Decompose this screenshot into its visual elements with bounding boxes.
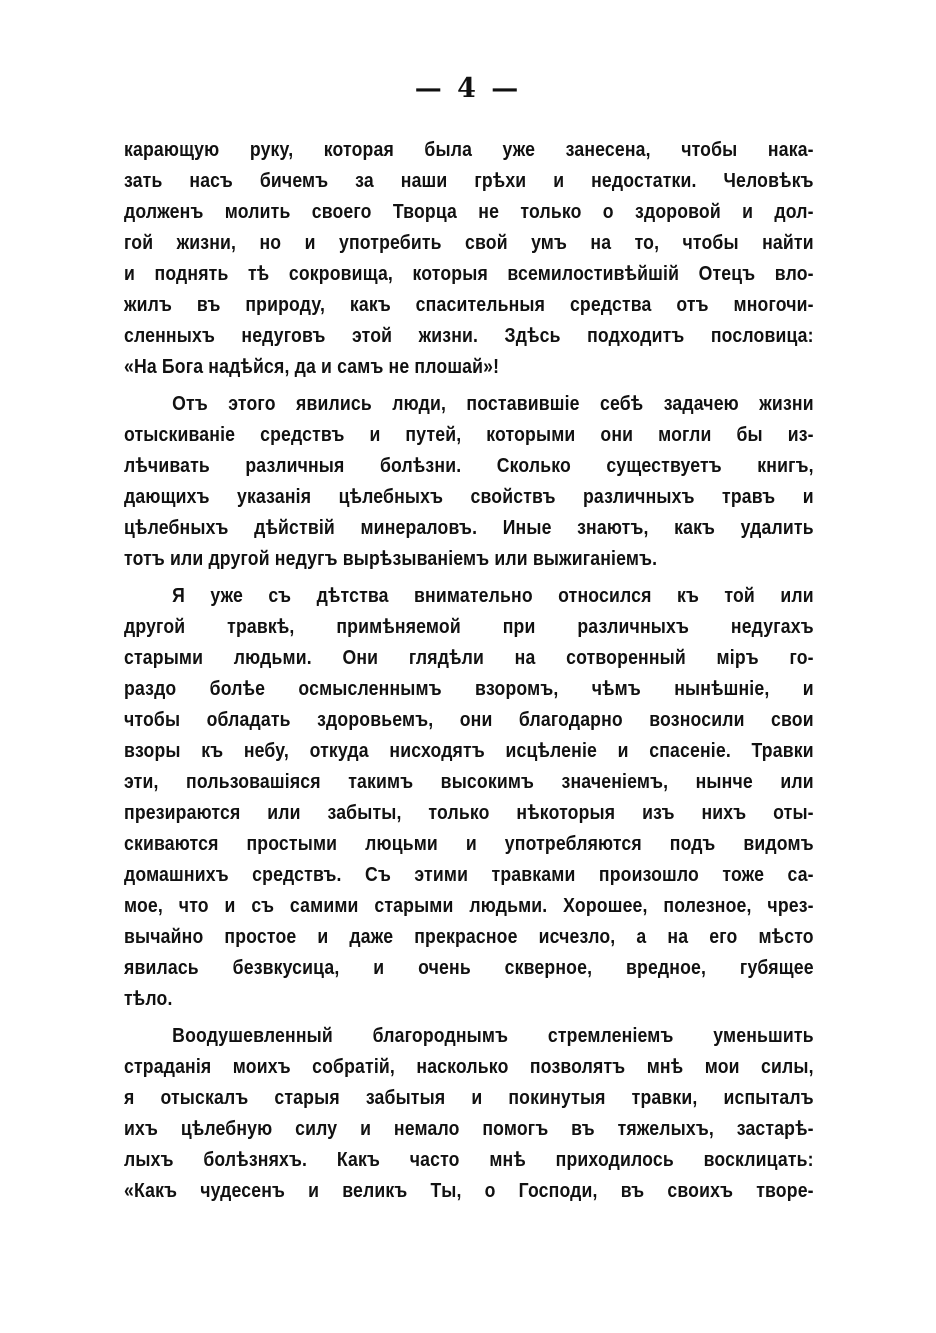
text-line: явилась безвкусица, и очень скверное, вредное, губящее <box>124 956 814 979</box>
text-line: лѣчивать различныя болѣзни. Сколько существуетъ книгъ, <box>124 454 814 477</box>
text-line: ихъ цѣлебную силу и немало помогъ въ тяжелыхъ, застарѣ- <box>124 1117 814 1140</box>
text-line: другой травкѣ, примѣняемой при различныхъ недугахъ <box>124 615 814 638</box>
text-line: сленныхъ недуговъ этой жизни. Здѣсь подходитъ пословица: <box>124 324 814 347</box>
text-line: «На Бога надѣйся, да и самъ не плошай»! <box>124 355 500 378</box>
text-line: «Какъ чудесенъ и великъ Ты, о Господи, въ своихъ творе- <box>124 1179 814 1202</box>
text-line: эти, пользовашiяся такимъ высокимъ значенiемъ, нынче или <box>124 770 814 793</box>
text-line: презираются или забыты, только нѣкоторыя изъ нихъ оты- <box>124 801 814 824</box>
text-line: я отыскалъ старыя забытыя и покинутыя травки, испыталъ <box>124 1086 814 1109</box>
text-line: и поднять тѣ сокровища, которыя всемилостивѣйшiй Отецъ вло- <box>124 262 814 285</box>
text-line: дающихъ указанiя цѣлебныхъ свойствъ различныхъ травъ и <box>124 485 814 508</box>
text-line: гой жизни, но и употребить свой умъ на то, чтобы найти <box>124 231 814 254</box>
paragraph-2 <box>124 388 814 574</box>
page-number: — 4 — <box>414 73 522 104</box>
text-line: цѣлебныхъ дѣйствiй минераловъ. Иные знаютъ, какъ удалить <box>124 516 814 539</box>
text-line: Отъ этого явились люди, поставившiе себѣ задачею жизни <box>172 392 814 415</box>
text-line: жилъ въ природу, какъ спасительныя средства отъ многочи- <box>124 293 814 316</box>
text-line: домашнихъ средствъ. Съ этими травками произошло тоже са- <box>124 863 814 886</box>
paragraph-4 <box>124 1020 814 1206</box>
text-line: долженъ молить своего Творца не только о здоровой и дол- <box>124 200 814 223</box>
text-line: отыскиванiе средствъ и путей, которыми они могли бы из- <box>124 423 814 446</box>
text-line: скиваются простыми люцьми и употребляются подъ видомъ <box>124 832 814 855</box>
text-line: чтобы обладать здоровьемъ, они благодарно возносили свои <box>124 708 814 731</box>
text-line: Воодушевленный благороднымъ стремленiемъ уменьшить <box>172 1024 814 1047</box>
text-line: страданiя моихъ собратiй, насколько позволятъ мнѣ мои силы, <box>124 1055 814 1078</box>
paragraph-1 <box>124 134 814 382</box>
text-line: мое, что и съ самими старыми людьми. Хорошее, полезное, чрез- <box>124 894 814 917</box>
text-line: взоры къ небу, откуда нисходятъ исцѣленiе и спасенiе. Травки <box>124 739 814 762</box>
text-line: карающую руку, которая была уже занесена, чтобы нака- <box>124 138 814 161</box>
body-text <box>124 134 814 1212</box>
text-line: раздо болѣе осмысленнымъ взоромъ, чѣмъ нынѣшнiе, и <box>124 677 814 700</box>
text-line: тотъ или другой недугъ вырѣзыванiемъ или выжиганiемъ. <box>124 547 658 570</box>
text-line: тѣло. <box>124 987 173 1010</box>
text-line: вычайно простое и даже прекрасное исчезло, а на его мѣсто <box>124 925 814 948</box>
text-line: Я уже съ дѣтства внимательно относился къ той или <box>172 584 814 607</box>
text-line: зать насъ бичемъ за наши грѣхи и недостатки. Человѣкъ <box>124 169 814 192</box>
text-line: лыхъ болѣзняхъ. Какъ часто мнѣ приходилось восклицать: <box>124 1148 814 1171</box>
text-line: старыми людьми. Они глядѣли на сотворенный мiръ го- <box>124 646 814 669</box>
paragraph-3 <box>124 580 814 1014</box>
